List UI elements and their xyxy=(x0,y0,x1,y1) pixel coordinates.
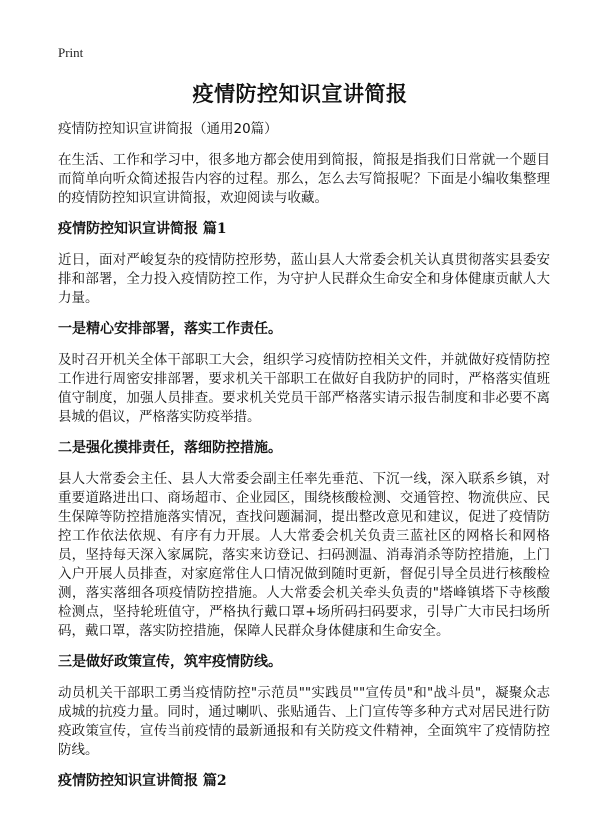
point-3-heading: 三是做好政策宣传，筑牢疫情防线。 xyxy=(58,654,282,670)
document-body xyxy=(58,120,550,803)
page-title: 疫情防控知识宣讲简报 xyxy=(192,82,408,106)
article-1-paragraph: 近日，面对严峻复杂的疫情防控形势，蓝山县人大常委会机关认真贯彻落实县委安排和部署，全力投入疫情防控工作，为守护人民群众生命安全和身体健康贡献人大力量。 xyxy=(58,252,550,306)
article-2-heading: 疫情防控知识宣讲简报 篇2 xyxy=(58,773,227,789)
point-1-heading: 一是精心安排部署，落实工作责任。 xyxy=(58,321,282,337)
point-2-heading: 二是强化摸排责任，落细防控措施。 xyxy=(58,440,282,456)
intro-paragraph: 在生活、工作和学习中，很多地方都会使用到简报，简报是指我们日常就一个题目而简单向听众简述报告内容的过程。那么，怎么去写简报呢？下面是小编收集整理的疫情防控知识宣讲简报，欢迎阅读与收藏。 xyxy=(58,152,550,206)
point-1-paragraph: 及时召开机关全体干部职工大会，组织学习疫情防控相关文件，并就做好疫情防控工作进行周密安排部署，要求机关干部职工在做好自我防护的同时，严格落实值班值守制度，加强人员排查。要求机关党员干部严格落实请示报告制度和非必要不离县城的倡议，严格落实防疫举措。 xyxy=(58,352,550,425)
point-3-paragraph: 动员机关干部职工勇当疫情防控"示范员""实践员""宣传员"和"战斗员"，凝聚众志成城的抗疫力量。同时，通过喇叭、张贴通告、上门宣传等多种方式对居民进行防疫政策宣传，宣传当前疫情的最新通报和有关防疫文件精神，全面筑牢了疫情防控防线。 xyxy=(58,685,550,758)
document-subtitle: 疫情防控知识宣讲简报（通用20篇） xyxy=(58,121,278,137)
point-2-paragraph: 县人大常委会主任、县人大常委会副主任率先垂范、下沉一线，深入联系乡镇，对重要道路进出口、商场超市、企业园区，围绕核酸检测、交通管控、物流供应、民生保障等防控措施落实情况，查找问题漏洞，提出整改意见和建议，促进了疫情防控工作依法依规、有序有力开展。人大常委会机关负责三蓝社区的网格长和网格员，坚持每天深入家属院，落实来访登记、扫码测温、消毒消杀等防控措施，上门入户开展人员排查，对家庭常住人口情况做到随时更新，督促引导全员进行核酸检测，落实落细各项疫情防控措施。人大常委会机关牵头负责的"塔峰镇塔下寺核酸检测点，坚持轮班值守，严格执行戴口罩+场所码扫码要求，引导广大市民扫场所码，戴口罩，落实防控措施，保障人民群众身体健康和生命安全。 xyxy=(58,471,550,639)
article-1-heading: 疫情防控知识宣讲简报 篇1 xyxy=(58,221,227,237)
print-link[interactable]: Print xyxy=(58,45,84,60)
